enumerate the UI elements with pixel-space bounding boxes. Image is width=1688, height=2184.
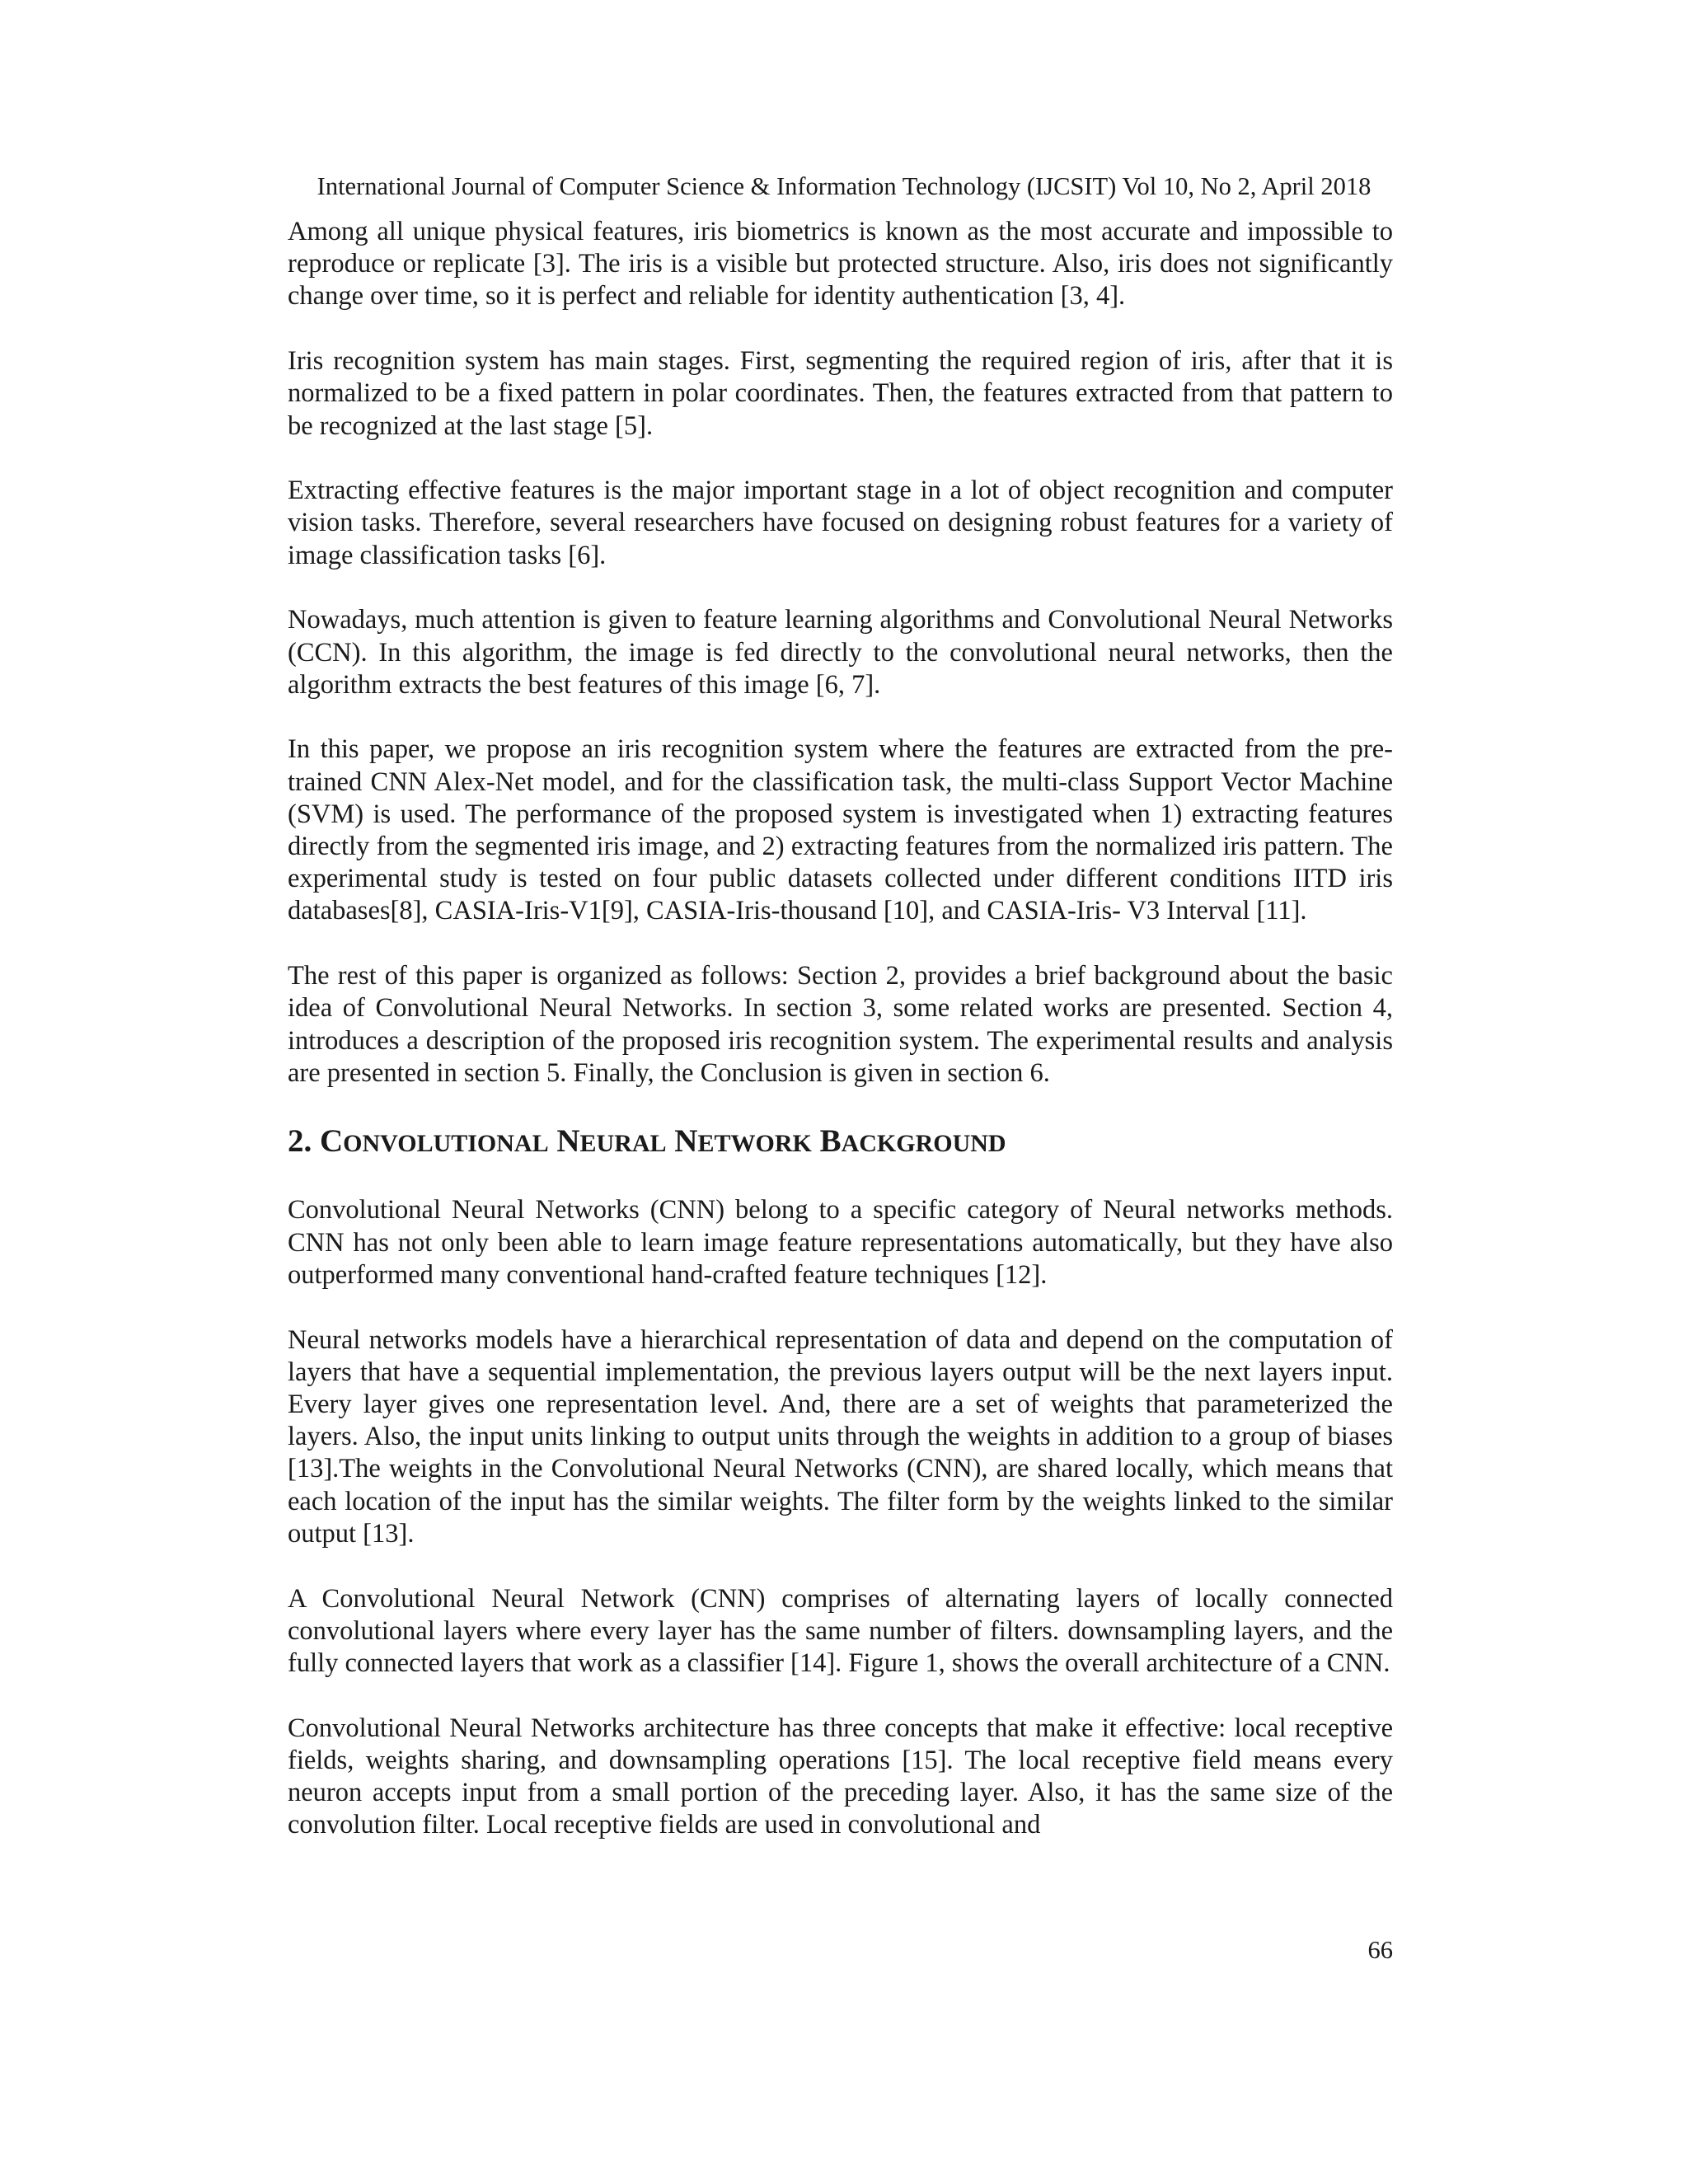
paragraph-cnn-concepts: Convolutional Neural Networks architecture has three concepts that make it effective: local receptive fields, weights sharing, and downsampling operations [15]. The local receptive field means every neuron accepts input from a small portion of the preceding layer. Also, it has the same size of the convolution filter. Local receptive fields are used in convolutional and: [288, 1713, 1393, 1840]
section-number: 2.: [288, 1123, 312, 1160]
running-header: International Journal of Computer Science & Information Technology (IJCSIT) Vol 10, No 2, April 2018: [316, 172, 1372, 200]
section-heading: [288, 1122, 1393, 1164]
heading-word-3: NETWORK: [674, 1123, 812, 1160]
heading-word-2: NEURAL: [556, 1123, 667, 1160]
paragraph-cnn-definition: Convolutional Neural Networks (CNN) belong to a specific category of Neural networks methods. CNN has not only been able to learn image feature representations automatically, but they have also outperformed many conventional hand-crafted feature techniques [12].: [288, 1195, 1393, 1290]
heading-word-4: BACKGROUND: [819, 1123, 1006, 1160]
paragraph-paper-organization: The rest of this paper is organized as follows: Section 2, provides a brief background about the basic idea of Convolutional Neural Networks. In section 3, some related works are presented. Section 4, introduces a description of the proposed iris recognition system. The experimental results and analysis are presented in section 5. Finally, the Conclusion is given in section 6.: [288, 961, 1393, 1088]
body-text: [288, 216, 1393, 1841]
paragraph-recognition-stages: Iris recognition system has main stages. First, segmenting the required region of iris, after that it is normalized to be a fixed pattern in polar coordinates. Then, the features extracted from that pattern to be recognized at the last stage [5].: [288, 346, 1393, 441]
paragraph-hierarchical-representation: Neural networks models have a hierarchical representation of data and depend on the computation of layers that have a sequential implementation, the previous layers output will be the next layers input. Every layer gives one representation level. And, there are a set of weights that parameterized the layers. Also, the input units linking to output units through the weights in addition to a group of biases [13].The weights in the Convolutional Neural Networks (CNN), are shared locally, which means that each location of the input has the similar weights. The filter form by the weights linked to the similar output [13].: [288, 1324, 1393, 1549]
paragraph-feature-learning: Nowadays, much attention is given to feature learning algorithms and Convolutional Neural Networks (CCN). In this algorithm, the image is fed directly to the convolutional neural networks, then the algorithm extracts the best features of this image [6, 7].: [288, 605, 1393, 700]
paragraph-iris-biometrics: Among all unique physical features, iris biometrics is known as the most accurate and impossible to reproduce or replicate [3]. The iris is a visible but protected structure. Also, iris does not significantly change over time, so it is perfect and reliable for identity authentication [3, 4].: [288, 217, 1393, 312]
page-number: 66: [1367, 1936, 1393, 1964]
paragraph-feature-extraction: Extracting effective features is the major important stage in a lot of object recognition and computer vision tasks. Therefore, several researchers have focused on designing robust features for a variety of image classification tasks [6].: [288, 476, 1393, 570]
paragraph-cnn-layers: A Convolutional Neural Network (CNN) comprises of alternating layers of locally connected convolutional layers where every layer has the same number of filters. downsampling layers, and the fully connected layers that work as a classifier [14]. Figure 1, shows the overall architecture of a CNN.: [288, 1583, 1393, 1678]
paragraph-proposed-system: In this paper, we propose an iris recognition system where the features are extracted from the pre-trained CNN Alex-Net model, and for the classification task, the multi-class Support Vector Machine (SVM) is used. The performance of the proposed system is investigated when 1) extracting features directly from the segmented iris image, and 2) extracting features from the normalized iris pattern. The experimental study is tested on four public datasets collected under different conditions IITD iris databases[8], CASIA-Iris-V1[9], CASIA-Iris-thousand [10], and CASIA-Iris- V3 Interval [11].: [288, 734, 1393, 926]
heading-word-1: CONVOLUTIONAL: [320, 1123, 549, 1160]
